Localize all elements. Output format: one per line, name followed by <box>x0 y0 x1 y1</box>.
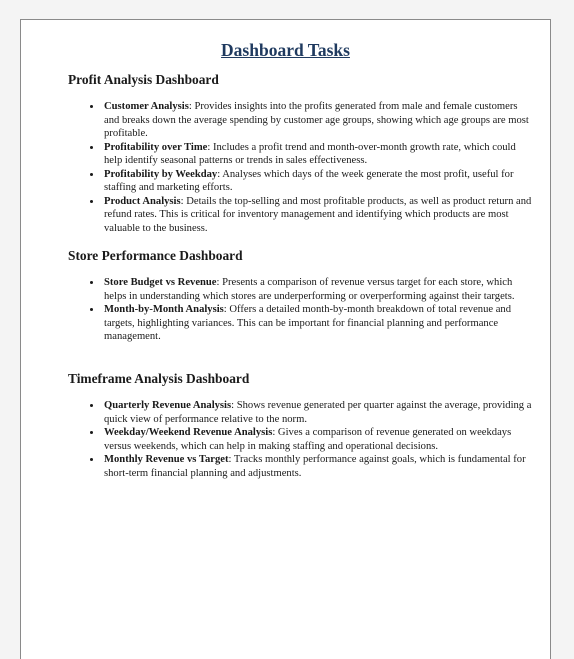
list-item <box>102 195 532 236</box>
list-item <box>102 399 532 426</box>
item-text: : Tracks monthly performance against goals, which is fundamental for short-term financial planning and adjustments. <box>104 454 526 479</box>
item-text: : Provides insights into the profits generated from male and female customers and breaks down the average spending by customer age groups, showing which age groups are most profitable. <box>104 101 529 139</box>
item-text: : Offers a detailed month-by-month breakdown of total revenue and targets, highlighting variances. This can be important for financial planning and performance management. <box>104 304 512 342</box>
item-term: Quarterly Revenue Analysis <box>104 400 232 411</box>
section-heading-timeframe-analysis: Timeframe Analysis Dashboard <box>68 371 250 386</box>
list-item <box>102 141 532 168</box>
item-term: Product Analysis <box>104 195 181 207</box>
item-text: : Gives a comparison of revenue generated on weekdays versus weekends, which can help in making staffing and operational decisions. <box>104 427 512 452</box>
item-term: Monthly Revenue vs Target <box>104 454 229 465</box>
document-page <box>20 19 551 659</box>
profit-analysis-list <box>83 100 532 235</box>
list-item <box>102 453 532 480</box>
document-title: Dashboard Tasks <box>221 40 350 60</box>
section-heading-store-performance: Store Performance Dashboard <box>68 248 243 263</box>
list-item <box>102 100 532 141</box>
list-item <box>102 303 532 344</box>
item-text: : Shows revenue generated per quarter against the average, providing a quick view of performance relative to the norm. <box>104 400 532 425</box>
item-text: : Details the top-selling and most profitable products, as well as product return and refund rates. This is critical for inventory management and identifying which products are most valuable to the business. <box>104 195 532 234</box>
item-term: Weekday/Weekend Revenue Analysis <box>104 427 273 438</box>
item-text: : Includes a profit trend and month-over-month growth rate, which could help identify seasonal patterns or trends in sales effectiveness. <box>104 141 516 166</box>
list-item <box>102 426 532 453</box>
item-term: Store Budget vs Revenue <box>104 277 217 288</box>
section-heading-profit-analysis: Profit Analysis Dashboard <box>68 72 219 87</box>
item-term: Profitability by Weekday <box>104 168 218 180</box>
item-text: : Analyses which days of the week generate the most profit, useful for staffing and marketing efforts. <box>104 168 514 193</box>
item-term: Profitability over Time <box>104 141 208 153</box>
store-performance-list <box>83 276 532 344</box>
list-item <box>102 276 532 303</box>
list-item <box>102 168 532 195</box>
item-term: Customer Analysis <box>104 101 189 112</box>
item-term: Month-by-Month Analysis <box>104 304 224 315</box>
timeframe-analysis-list <box>83 399 532 480</box>
item-text: : Presents a comparison of revenue versus target for each store, which helps in understanding which stores are underperforming or overperforming against their targets. <box>104 277 515 302</box>
